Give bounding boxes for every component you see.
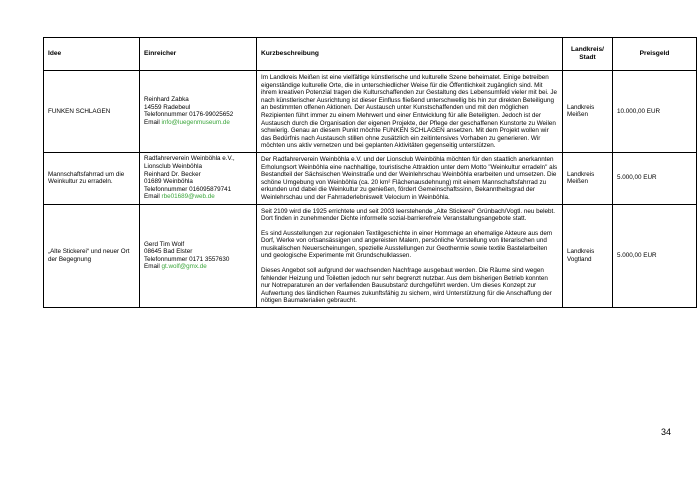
header-idee: Idee [44, 38, 140, 71]
cell-beschreibung [257, 71, 563, 153]
cell-preisgeld: 10.000,00 EUR [613, 71, 697, 153]
paragraph-spacer [261, 223, 558, 230]
einreicher-line: 08645 Bad Elster [144, 248, 193, 256]
einreicher-line: Gerd Tim Wolf [144, 240, 185, 248]
cell-landkreis: Landkreis Meißen [563, 71, 613, 153]
einreicher-line: Radfahrerverein Weinböhla e.V., [144, 155, 235, 163]
table-row [44, 152, 697, 204]
beschreibung-paragraph: Im Landkreis Meißen ist eine vielfältige künstlerische und kulturelle Szene beheimatet. Einige betreiben eigenständige kulturelle Orte, die in unterschiedlicher Weise für die Öffentlichkeit zugänglich sind. Mit ihrem kreativen Potenzial tragen die Kulturschaffenden zur Gestaltung des Lebensumfeld vieler mit bei. Je nach künstlerischer Ausrichtung ist dieser Einfluss fließend unterschwellig bis hin zur direkten Beteiligung an bestimmten offenen Aktionen. Der Austausch unter Kunstschaffenden und mit den möglichen Rezipienten führt immer zu einem Mehrwert und einer Entwicklung für alle Beteiligten. Jedoch ist der Austausch durch die Organisation der eigenen Projekte, der Pflege der geschaffenen Kunstorte zu Weilen schwierig. Genau an diesem Punkt möchte FUNKEN SCHLAGEN ansetzen. Mit dem Projekt wollen wir das Bedürfnis nach Austausch stillen ohne zusätzlich ein zeitintensives Vorhaben zu generieren. Wir möchten uns aktiv vernetzen und bei geplanten Aktivitäten gegenseitig unterstützen. [261, 74, 558, 150]
cell-einreicher [140, 152, 257, 204]
paragraph-spacer [261, 260, 558, 267]
page-number: 34 [661, 427, 672, 437]
beschreibung-paragraph: Seit 2109 wird die 1925 errichtete und seit 2003 leerstehende „Alte Stickerei“ Grünbach/Vogtl. neu belebt. Dort finden in zunehmender Dichte informelle sozial-barrierefreie Veranstaltungsangebote statt. [261, 207, 556, 223]
cell-landkreis: Landkreis Vogtland [563, 204, 613, 308]
beschreibung-paragraph: Dieses Angebot soll aufgrund der wachsenden Nachfrage ausgebaut werden. Die Räume sind wegen fehlender Heizung und Toiletten jedoch nur sehr begrenzt nutzbar. Aus dem bisherigen Betrieb konnten nur Notreparaturen an der verfallenden Bausubstanz durchgeführt werden. Um dieses Konzept zur Aufwertung des ländlichen Raumes zukunftsfähig zu sichern, wird Unterstützung für die Anschaffung der nötigen Baumaterialien gebraucht. [261, 267, 552, 305]
einreicher-line: Reinhard Dr. Becker [144, 170, 201, 178]
email-link[interactable]: rbe01689@web.de [161, 193, 215, 201]
cell-einreicher [140, 204, 257, 308]
email-label: Email [144, 119, 162, 127]
header-preisgeld: Preisgeld [613, 38, 697, 71]
beschreibung-paragraph: Der Radfahrerverein Weinböhla e.V. und der Lionsclub Weinböhla möchten für den staatlich anerkannten Erholungsort Weinböhla eine nachhaltige, touristische Attraktion unter dem Motto "Weinkultur erradeln" als Bestandteil der Sächsischen Weinstraße und der Weinlehrschau Weinböhla erarbeiten und umsetzen. Die schöne Umgebung von Weinböhla (ca. 20 km² Flächenausdehnung) mit einem Mannschaftsfahrrad zu erkunden und dabei die Weinkultur zu genießen, fördert Gemeinschaftssinn, Bekanntheitsgrad der Weinlehrschau und der Fahrraderlebniswelt Velocium in Weinböhla. [261, 155, 558, 201]
cell-einreicher [140, 71, 257, 153]
cell-beschreibung [257, 204, 563, 308]
cell-beschreibung [257, 152, 563, 204]
einreicher-line: 14559 Radebeul [144, 103, 191, 111]
cell-idee: FUNKEN SCHLAGEN [44, 71, 140, 153]
ideas-table [43, 37, 697, 308]
header-landkreis: Landkreis/ Stadt [563, 38, 613, 71]
email-label: Email [144, 263, 162, 271]
email-link[interactable]: info@luegenmuseum.de [161, 119, 230, 127]
email-link[interactable]: gt.wolf@gmx.de [161, 263, 207, 271]
cell-idee: „Alte Stickerei“ und neuer Ort der Begegnung [44, 204, 140, 308]
einreicher-line: Lionsclub Weinböhla [144, 163, 202, 171]
header-einreicher: Einreicher [140, 38, 257, 71]
table-row [44, 71, 697, 153]
cell-idee: Mannschaftsfahrrad um die Weinkultur zu erradeln. [44, 152, 140, 204]
einreicher-line: Telefonnummer 0176-99025652 [144, 111, 234, 119]
email-label: Email [144, 193, 162, 201]
einreicher-line: Reinhard Zabka [144, 96, 189, 104]
einreicher-line: 01689 Weinböhla [144, 178, 193, 186]
table-header-row [44, 38, 697, 71]
einreicher-line: Telefonnummer 0171 3557630 [144, 255, 230, 263]
cell-landkreis: Landkreis Meißen [563, 152, 613, 204]
einreicher-line: Telefonnummer 016095879741 [144, 185, 232, 193]
cell-preisgeld: 5.000,00 EUR [613, 152, 697, 204]
table-row [44, 204, 697, 308]
beschreibung-paragraph: Es sind Ausstellungen zur regionalen Textilgeschichte in einer Hommage an ehemalige Akteure aus dem Dorf, Werke von ortsansässigen und angereisten Malern, persönliche Vorstellung von literarischen und musikalischen Neuerscheinungen, spezielle Ausstellungen zur Geothermie sowie textile Bastelarbeiten und geologische Experimente mit Grundschulklassen. [261, 229, 553, 260]
header-kurzbeschreibung: Kurzbeschreibung [257, 38, 563, 71]
cell-preisgeld: 5.000,00 EUR [613, 204, 697, 308]
